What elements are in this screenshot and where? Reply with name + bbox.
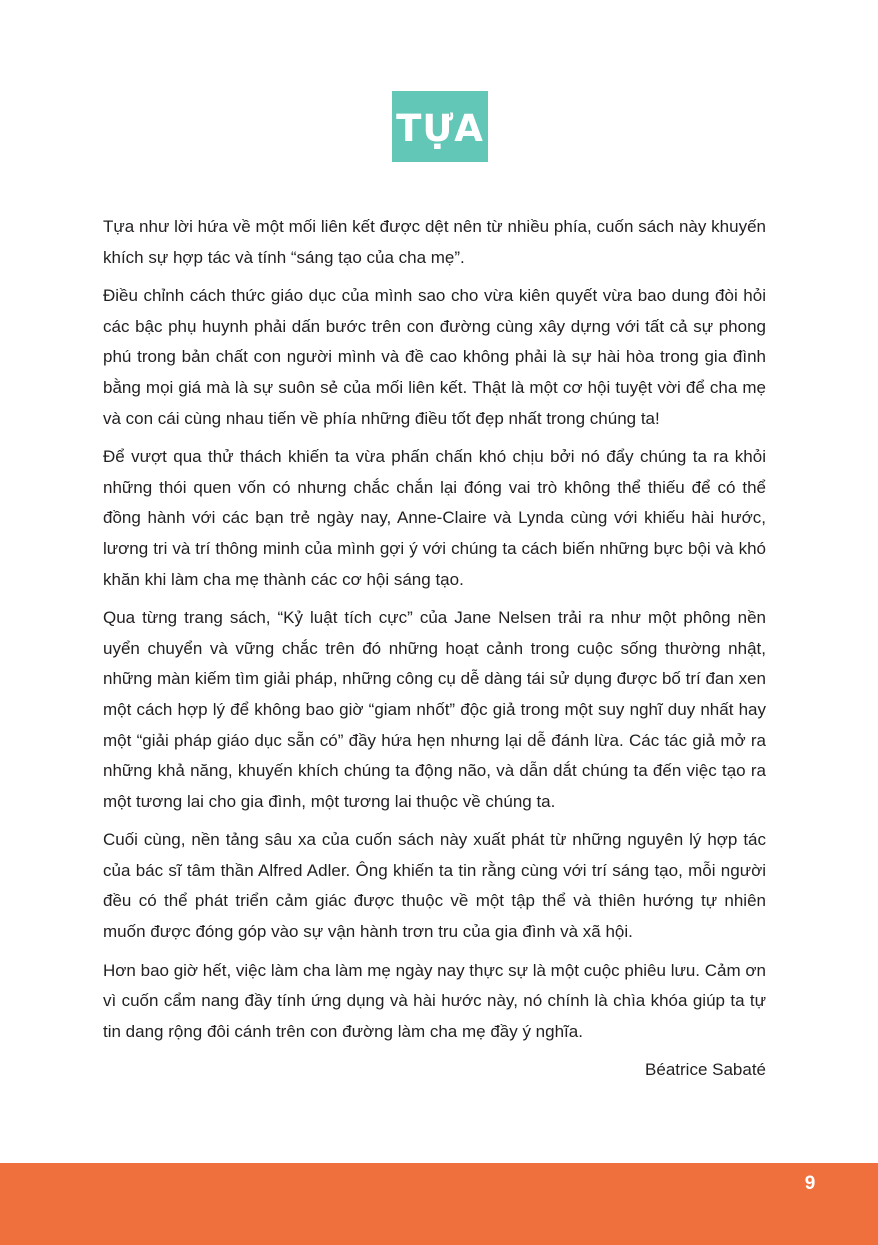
paragraph: Hơn bao giờ hết, việc làm cha làm mẹ ngày nay thực sự là một cuộc phiêu lưu. Cảm ơn vì cuốn cẩm nang đầy tính ứng dụng và hài hước này, nó chính là chìa khóa giúp ta tự tin dang rộng đôi cánh trên con đường làm cha mẹ đầy ý nghĩa. (103, 960, 766, 1041)
page-title: TỰA (396, 107, 484, 150)
paragraph: Để vượt qua thử thách khiến ta vừa phấn chấn khó chịu bởi nó đẩy chúng ta ra khỏi những thói quen vốn có nhưng chắc chắn lại đóng vai trò không thể thiếu để có thể đồng hành với các bạn trẻ ngày nay, Anne-Claire và Lynda cùng với khiếu hài hước, lương tri và trí thông minh của mình gợi ý với chúng ta cách biến những bực bội và khó khăn khi làm cha mẹ thành các cơ hội sáng tạo. (103, 447, 766, 589)
paragraph: Điều chỉnh cách thức giáo dục của mình sao cho vừa kiên quyết vừa bao dung đòi hỏi các bậc phụ huynh phải dấn bước trên con đường cùng xây dựng với tất cả sự phong phú trong bản chất con người mình và đề cao không phải là sự hài hòa trong gia đình bằng mọi giá mà là sự suôn sẻ của mối liên kết. Thật là một cơ hội tuyệt vời để cha mẹ và con cái cùng nhau tiến về phía những điều tốt đẹp nhất trong chúng ta! (103, 286, 766, 428)
page-number: 9 (804, 1173, 816, 1194)
footer-bar (0, 1163, 878, 1245)
preface-body (103, 212, 766, 1086)
paragraph: Cuối cùng, nền tảng sâu xa của cuốn sách này xuất phát từ những nguyên lý hợp tác của bác sĩ tâm thần Alfred Adler. Ông khiến ta tin rằng cùng với trí sáng tạo, mỗi người đều có thể phát triển cảm giác được thuộc về một tập thể và thiên hướng tự nhiên muốn được đóng góp vào sự vận hành trơn tru của gia đình và xã hội. (103, 830, 766, 942)
title-banner (392, 91, 488, 162)
author-signature: Béatrice Sabaté (645, 1060, 766, 1080)
paragraph: Tựa như lời hứa về một mối liên kết được dệt nên từ nhiều phía, cuốn sách này khuyến khích sự hợp tác và tính “sáng tạo của cha mẹ”. (103, 217, 766, 267)
paragraph: Qua từng trang sách, “Kỷ luật tích cực” của Jane Nelsen trải ra như một phông nền uyển chuyển và vững chắc trên đó những hoạt cảnh trong cuộc sống thường nhật, những màn kiếm tìm giải pháp, những công cụ dễ dàng tái sử dụng được bố trí đan xen một cách hợp lý để không bao giờ “giam nhốt” độc giả trong một suy nghĩ duy nhất hay một “giải pháp giáo dục sẵn có” đầy hứa hẹn nhưng lại dễ đánh lừa. Các tác giả mở ra những khả năng, khuyến khích chúng ta động não, và dẫn dắt chúng ta đến việc tạo ra một tương lai cho gia đình, một tương lai thuộc về chúng ta. (103, 608, 766, 811)
